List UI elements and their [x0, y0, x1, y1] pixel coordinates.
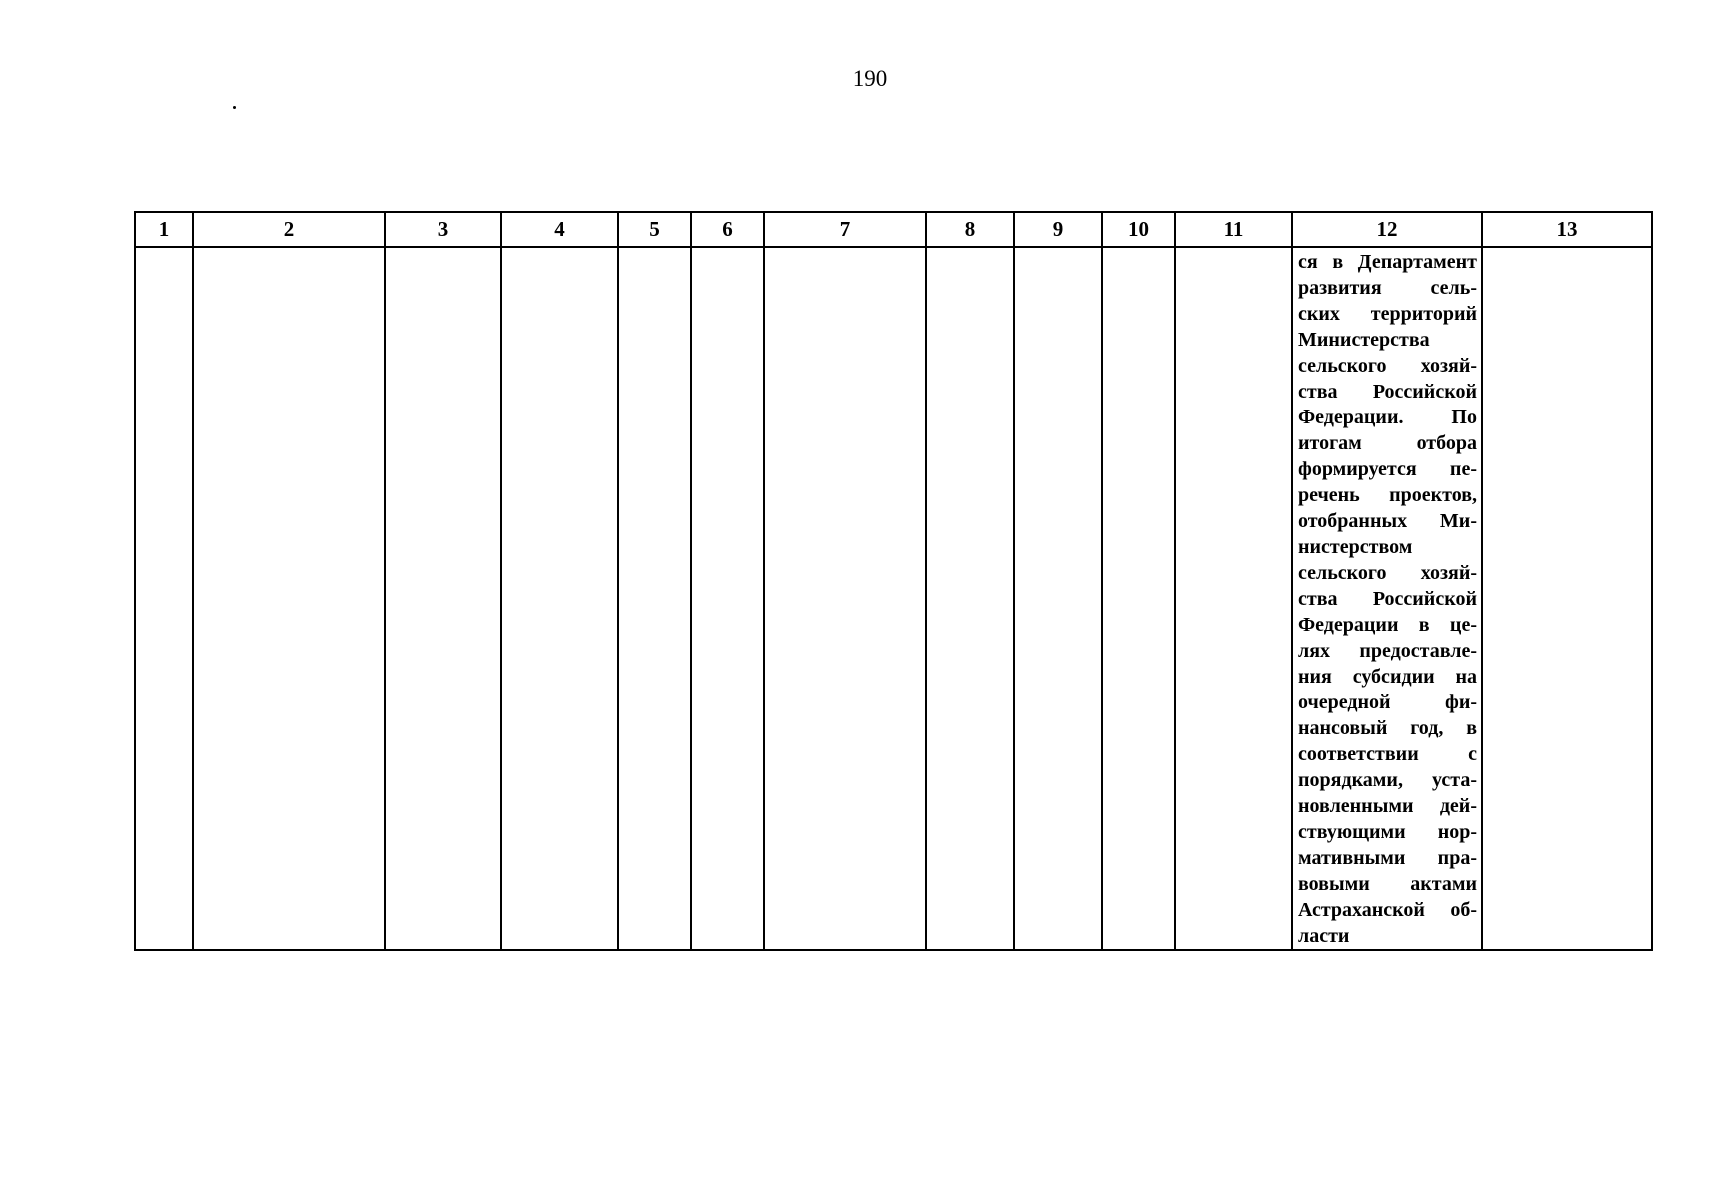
cell-col-12-line: нистерством — [1298, 535, 1413, 558]
column-header-12: 12 — [1292, 212, 1482, 247]
page-number: 190 — [852, 66, 888, 91]
column-header-7: 7 — [764, 212, 926, 247]
column-header-8: 8 — [926, 212, 1014, 247]
column-header-9: 9 — [1014, 212, 1102, 247]
cell-col-12-line: вовыми актами — [1298, 872, 1477, 895]
cell-col-12-line: сельского хозяй- — [1298, 561, 1477, 584]
cell-col-12-line: Астраханской об- — [1298, 898, 1477, 921]
cell-col-12-line: отобранных Ми- — [1298, 510, 1477, 533]
column-header-2: 2 — [193, 212, 385, 247]
cell-col-12-line: ния субсидии на — [1298, 665, 1477, 688]
cell-col-12-line: новленными дей- — [1298, 795, 1477, 818]
cell-col-12-line: ласти — [1298, 924, 1350, 947]
table-row — [135, 247, 1652, 950]
cell-col-12-line: формируется пе- — [1298, 458, 1477, 481]
cell-col-11 — [1175, 247, 1292, 950]
cell-col-12-line: развития сель- — [1298, 276, 1477, 299]
cell-col-12-line: ся в Департамент — [1298, 251, 1477, 273]
cell-col-12-line: соответствии с — [1298, 743, 1477, 766]
cell-col-12-line: очередной фи- — [1298, 691, 1477, 714]
column-header-13: 13 — [1482, 212, 1652, 247]
column-header-3: 3 — [385, 212, 501, 247]
cell-col-9 — [1014, 247, 1102, 950]
cell-col-12-line: ских территорий — [1298, 302, 1477, 325]
column-header-1: 1 — [135, 212, 193, 247]
cell-col-12-line: итогам отбора — [1298, 432, 1477, 455]
cell-col-12-line: мативными пра- — [1298, 846, 1477, 869]
cell-col-12-line: ствующими нор- — [1298, 820, 1477, 843]
cell-col-3 — [385, 247, 501, 950]
cell-col-12-line: Федерации. По — [1298, 406, 1477, 429]
cell-col-1 — [135, 247, 193, 950]
cell-col-2 — [193, 247, 385, 950]
column-header-11: 11 — [1175, 212, 1292, 247]
cell-col-12-line: Федерации в це- — [1298, 613, 1477, 636]
cell-col-12-line: порядками, уста- — [1298, 769, 1477, 792]
column-header-4: 4 — [501, 212, 618, 247]
cell-col-5 — [618, 247, 691, 950]
cell-col-6 — [691, 247, 764, 950]
cell-col-8 — [926, 247, 1014, 950]
scan-speck — [233, 106, 236, 109]
cell-col-12-line: Министерства — [1298, 328, 1430, 351]
cell-col-7 — [764, 247, 926, 950]
cell-col-4 — [501, 247, 618, 950]
cell-col-12-line: речень проектов, — [1298, 484, 1477, 507]
cell-col-12 — [1292, 247, 1482, 950]
column-header-6: 6 — [691, 212, 764, 247]
cell-col-12-line: сельского хозяй- — [1298, 354, 1477, 377]
cell-col-12-text — [1293, 248, 1481, 949]
document-table — [134, 211, 1653, 951]
column-header-5: 5 — [618, 212, 691, 247]
table-header-row — [135, 212, 1652, 247]
column-header-10: 10 — [1102, 212, 1175, 247]
cell-col-13 — [1482, 247, 1652, 950]
cell-col-12-line: лях предоставле- — [1298, 639, 1477, 662]
cell-col-12-line: ства Российской — [1298, 380, 1477, 403]
cell-col-12-line: нансовый год, в — [1298, 717, 1477, 740]
cell-col-10 — [1102, 247, 1175, 950]
cell-col-12-line: ства Российской — [1298, 587, 1477, 610]
